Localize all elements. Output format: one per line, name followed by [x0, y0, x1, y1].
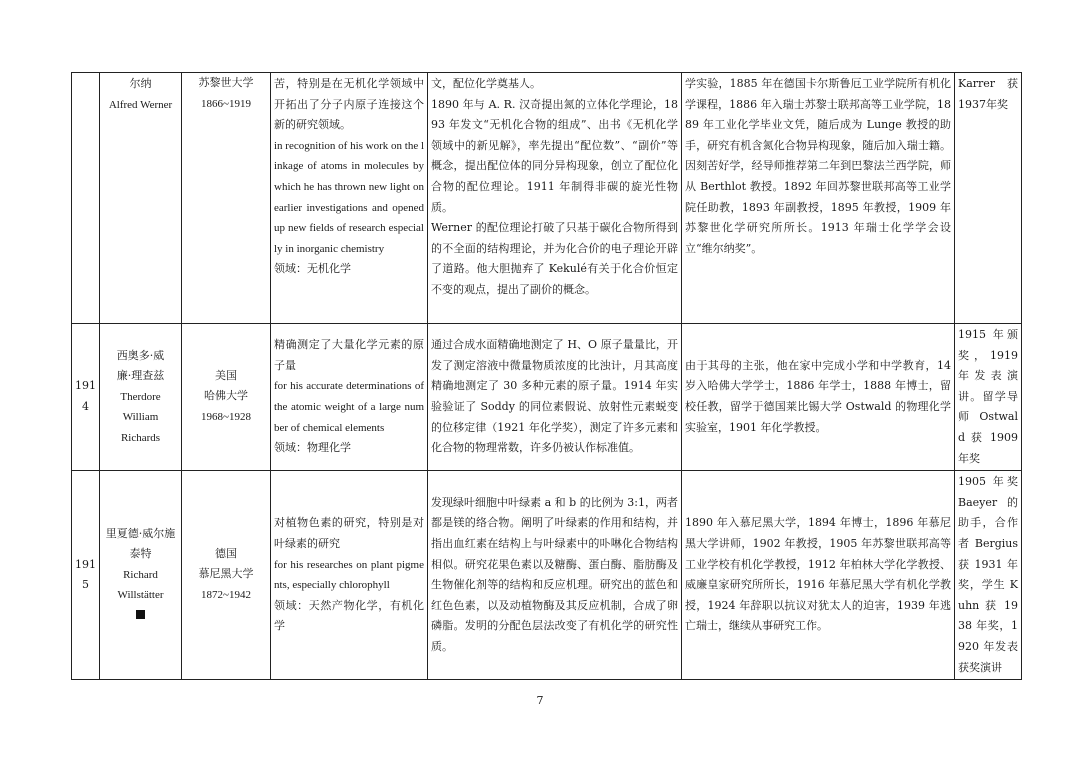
- reason-en: for his researches on plant pigments, especially chlorophyll: [274, 558, 424, 592]
- life-years: 1968~1928: [201, 410, 251, 423]
- field-label: 领域：无机化学: [274, 262, 351, 276]
- institution-cell: [182, 471, 271, 680]
- name-zh: 尔纳: [129, 77, 152, 90]
- year-cell: 1915: [72, 471, 100, 680]
- institution-cell: [182, 324, 271, 471]
- name-en: Richard: [123, 568, 158, 581]
- name-en: Richards: [120, 431, 161, 444]
- year-cell: 1914: [72, 324, 100, 471]
- name-en: Alfred Werner: [108, 98, 173, 111]
- name-zh: 里夏德·威尔施: [105, 526, 176, 540]
- institution-name: 慕尼黑大学: [198, 567, 254, 581]
- institution-name: 苏黎世大学: [198, 76, 254, 89]
- reason-cell: [271, 324, 428, 471]
- name-en: Therdore: [120, 390, 161, 403]
- name-cell: [100, 324, 182, 471]
- life-years: 1872~1942: [201, 588, 251, 601]
- contribution-para: 文，配位化学奠基人。: [431, 77, 541, 90]
- reason-cell: [271, 471, 428, 680]
- institution-cell: [182, 73, 271, 324]
- name-en: William: [122, 411, 159, 424]
- laureate-row-werner: [72, 73, 1022, 324]
- notes-cell: 1905 年奖 Baeyer 的助手，合作者 Bergius 获 1931 年奖，学生 Kuhn 获 1938 年奖，1920 年发表获奖演讲: [955, 471, 1022, 680]
- reason-zh: 精确测定了大量化学元素的原子量: [274, 338, 424, 372]
- name-zh: 泰特: [129, 547, 152, 561]
- laureate-row-1915: [72, 471, 1022, 680]
- biography-cell: 由于其母的主张，他在家中完成小学和中学教育，14 岁入哈佛大学学士，1886 年学士，1888 年博士，留校任教，留学于德国莱比锡大学 Ostwald 的物理化学实验室，1901 年化学教授。: [682, 324, 955, 471]
- field-label: 领域：物理化学: [274, 441, 351, 455]
- name-en: Willstätter: [117, 589, 164, 602]
- name-cell: [100, 73, 182, 324]
- laureate-row-1914: [72, 324, 1022, 471]
- contribution-para: Werner 的配位理论打破了只基于碳化合物所得到的不全面的结构理论，并为化合价的电子理论开辟了道路。他大胆抛弃了 Kekulé有关于化合价恒定不变的观点，提出了副价的概念。: [431, 221, 678, 296]
- notes-cell: 1915 年颁奖，1919 年发表演讲。留学导师 Ostwald 获 1909年奖: [955, 324, 1022, 471]
- life-years: 1866~1919: [201, 97, 251, 110]
- field-label: 领域：天然产物化学，有机化学: [274, 598, 424, 633]
- country: 美国: [215, 368, 237, 382]
- reason-zh: 对植物色素的研究，特别是对叶绿素的研究: [274, 516, 424, 550]
- reason-en: in recognition of his work on the linkage of atoms in molecules by which he has thrown new light on earlier investigations and opened up new fields of research especially in inorganic chemistry: [274, 139, 425, 255]
- contribution-cell: 发现绿叶细胞中叶绿素 a 和 b 的比例为 3:1，两者都是镁的络合物。阐明了叶绿素的作用和结构，并指出血红素在结构上与叶绿素中的卟啉化合物结构相似。研究花果色素以及糖酶、蛋白酶、脂肪酶及生物催化剂等的结构和反应机理。研究出的蓝色和红色色素，以及动植物酶及其反应机制，合成了卵磷脂。发明的分配色层法改变了有机化学的研究性质。: [428, 471, 682, 680]
- country: 德国: [215, 546, 237, 560]
- contribution-para: 1890 年与 A. R. 汉奇提出氮的立体化学理论，1893 年发文“无机化合物的组成”、出书《无机化学领域中的新见解》，率先提出“配位数”、“副价”等概念，提出配位体的同分异构现象，创立了配位化合物的配位理论。1911 年制得非碳的旋光性物质。: [431, 97, 678, 214]
- black-square-marker: [136, 610, 145, 619]
- reason-zh: 苦，特别是在无机化学领域中开拓出了分子内原子连接这个新的研究领域。: [274, 77, 424, 132]
- name-cell: [100, 471, 182, 680]
- name-zh: 廉·理查兹: [116, 369, 165, 383]
- laureates-table: [71, 72, 1022, 680]
- contribution-cell: 通过合成水面精确地测定了 H、O 原子量量比，开发了测定溶液中微量物质浓度的比浊计，月其高度精确地测定了 30 多种元素的原子量。1914 年实验验证了 Soddy 的同位素假说、放射性元素蜕变的位移定律（1921 年化学奖），测定了许多元素和化合物的物理常数，许多仍被认作标准值。: [428, 324, 682, 471]
- name-zh: 西奥多·威: [116, 348, 165, 362]
- biography-cell: 1890 年入慕尼黑大学，1894 年博士，1896 年慕尼黑大学讲师，1902 年教授，1905 年苏黎世联邦高等工业学校有机化学教授，1912 年柏林大学化学教授、威廉皇家研究所所长，1916 年慕尼黑大学有机化学教授，1924 年辞职以抗议对犹太人的迫害，1939 年逃亡瑞士，继续从事研究工作。: [682, 471, 955, 680]
- page-number: 7: [536, 694, 544, 707]
- notes-cell: Karrer 获 1937年奖: [955, 73, 1022, 324]
- reason-en: for his accurate determinations of the atomic weight of a large number of chemical elements: [274, 380, 424, 434]
- biography-cell: 学实验，1885 年在德国卡尔斯鲁厄工业学院所有机化学课程，1886 年入瑞士苏黎士联邦高等工业学院，1889 年工业化学毕业文凭，随后成为 Lunge 教授的助手，研究有机含氮化合物异构现象，随后加入瑞士籍。因刻苦好学，经导师推荐第二年到巴黎法兰西学院，师从 Berthlot 教授。1892 年回苏黎世联邦高等工业学院任助教，1893 年副教授，1895 年教授，1909 年苏黎世化学研究所所长。1913 年瑞士化学学会设立“维尔纳奖”。: [682, 73, 955, 324]
- reason-cell: [271, 73, 428, 324]
- institution-name: 哈佛大学: [204, 389, 248, 403]
- year-cell: [72, 73, 100, 324]
- contribution-cell: [428, 73, 682, 324]
